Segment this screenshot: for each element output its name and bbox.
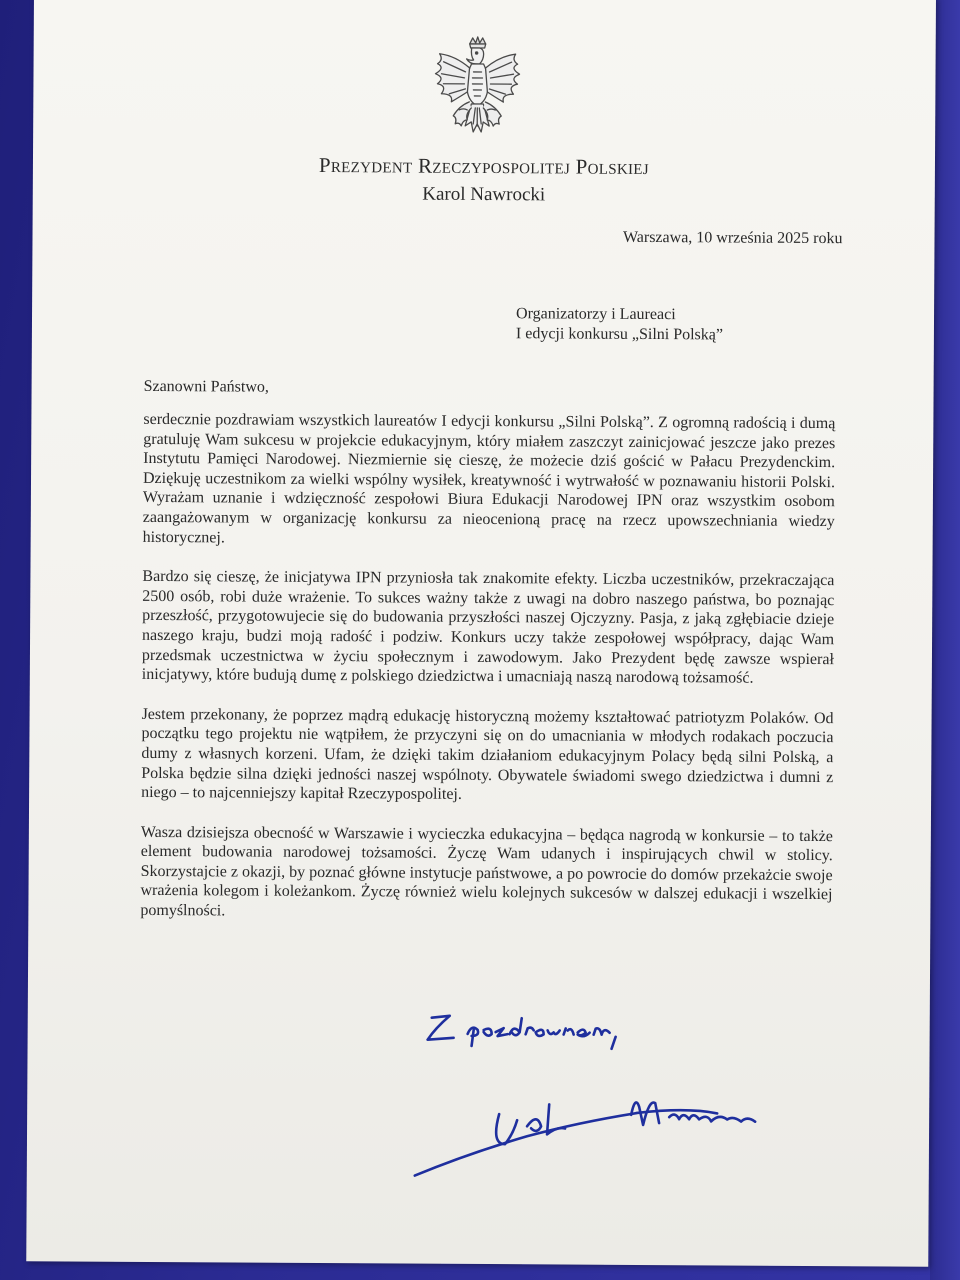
letterhead-title: Prezydent Rzeczypospolitej Polskiej (318, 152, 650, 180)
salutation: Szanowni Państwo, (143, 377, 269, 396)
polish-eagle-emblem-icon (429, 36, 526, 145)
body-paragraph-4: Wasza dzisiejsza obecność w Warszawie i wycieczka edukacyjna – będąca nagrodą w konkursie – to także element budowania narodowej tożsamości. Życzę Wam udanych i inspirujących chwil w stolicy. Skorzystajcie z okazji, by poznać główne instytucje państwowe, a po powrocie do domów przekażcie swoje wrażenia kolegom i koleżankom. Życzę również wielu kolejnych sukcesów w dalszej edukacji i wszelkiej pomyślności. (140, 823, 833, 920)
letterhead-name: Karol Nawrocki (422, 183, 546, 206)
letter-sheet (26, 0, 936, 1267)
body-paragraph-3: Jestem przekonany, że poprzez mądrą edukację historyczną możemy kształtować patriotyzm Polaków. Od początku tego projektu nie wątpiłem, że przyczyni się on do umacniania w młodych rodakach poczucia dumy z własnych korzeni. Ufam, że dzięki takim działaniom edukacyjnym Polacy będą silni Polską, a Polska będzie silna dzięki jedności naszej wspólnoty. Obywatele świadomi swego dziedzictwa i dumni z niego – to najcenniejszy kapitał Rzeczypospolitej. (141, 705, 834, 803)
letter-body (140, 410, 835, 945)
recipient-block (516, 304, 723, 345)
handwritten-signature-icon (387, 993, 808, 1196)
body-paragraph-1: serdecznie pozdrawiam wszystkich laureatów I edycji konkursu „Silni Polską”. Z ogromną radością i dumą gratuluję Wam sukcesu w projekcie edukacyjnym, który miałem zaszczyt zainicjować jeszcze jako prezes Instytutu Pamięci Narodowej. Niezmiernie się cieszę, że możecie dziś gościć w Pałacu Prezydenckim. Dziękuję uczestnikom za wielki wspólny wysiłek, kreatywność i wytrwałość w poznawaniu historii Polski. Wyrażam uznanie i wdzięczność zespołowi Biura Edukacji Narodowej IPN oraz wszystkim osobom zaangażowanym w organizację konkursu za nieocenioną pracę na rzecz upowszechniania wiedzy historycznej. (142, 410, 836, 546)
recipient-line-1: Organizatorzy i Laureaci (515, 305, 676, 324)
recipient-line-2: I edycji konkursu „Silni Polską” (515, 325, 724, 344)
body-paragraph-2: Bardzo się cieszę, że inicjatywa IPN przyniosła tak znakomite efekty. Liczba uczestników, przekraczająca 2500 osób, robi duże wrażenie. To sukces ważny także z uwagi na dobro naszego państwa, bo poznając przeszłość, przygotowujecie się do budowania przyszłości naszej Ojczyzny. Pasja, z jaką zgłębiacie dzieje naszego kraju, budzi moją radość i podziw. Konkurs uczy także zespołowej współpracy, dając Wam przedsmak uczestnictwa w życiu społecznym i zawodowym. Jako Prezydent będę zawsze wspierał inicjatywy, które budują dumę z polskiego dziedzictwa i umacniają naszą narodową tożsamość. (141, 568, 835, 687)
date-line: Warszawa, 10 września 2025 roku (622, 228, 843, 248)
